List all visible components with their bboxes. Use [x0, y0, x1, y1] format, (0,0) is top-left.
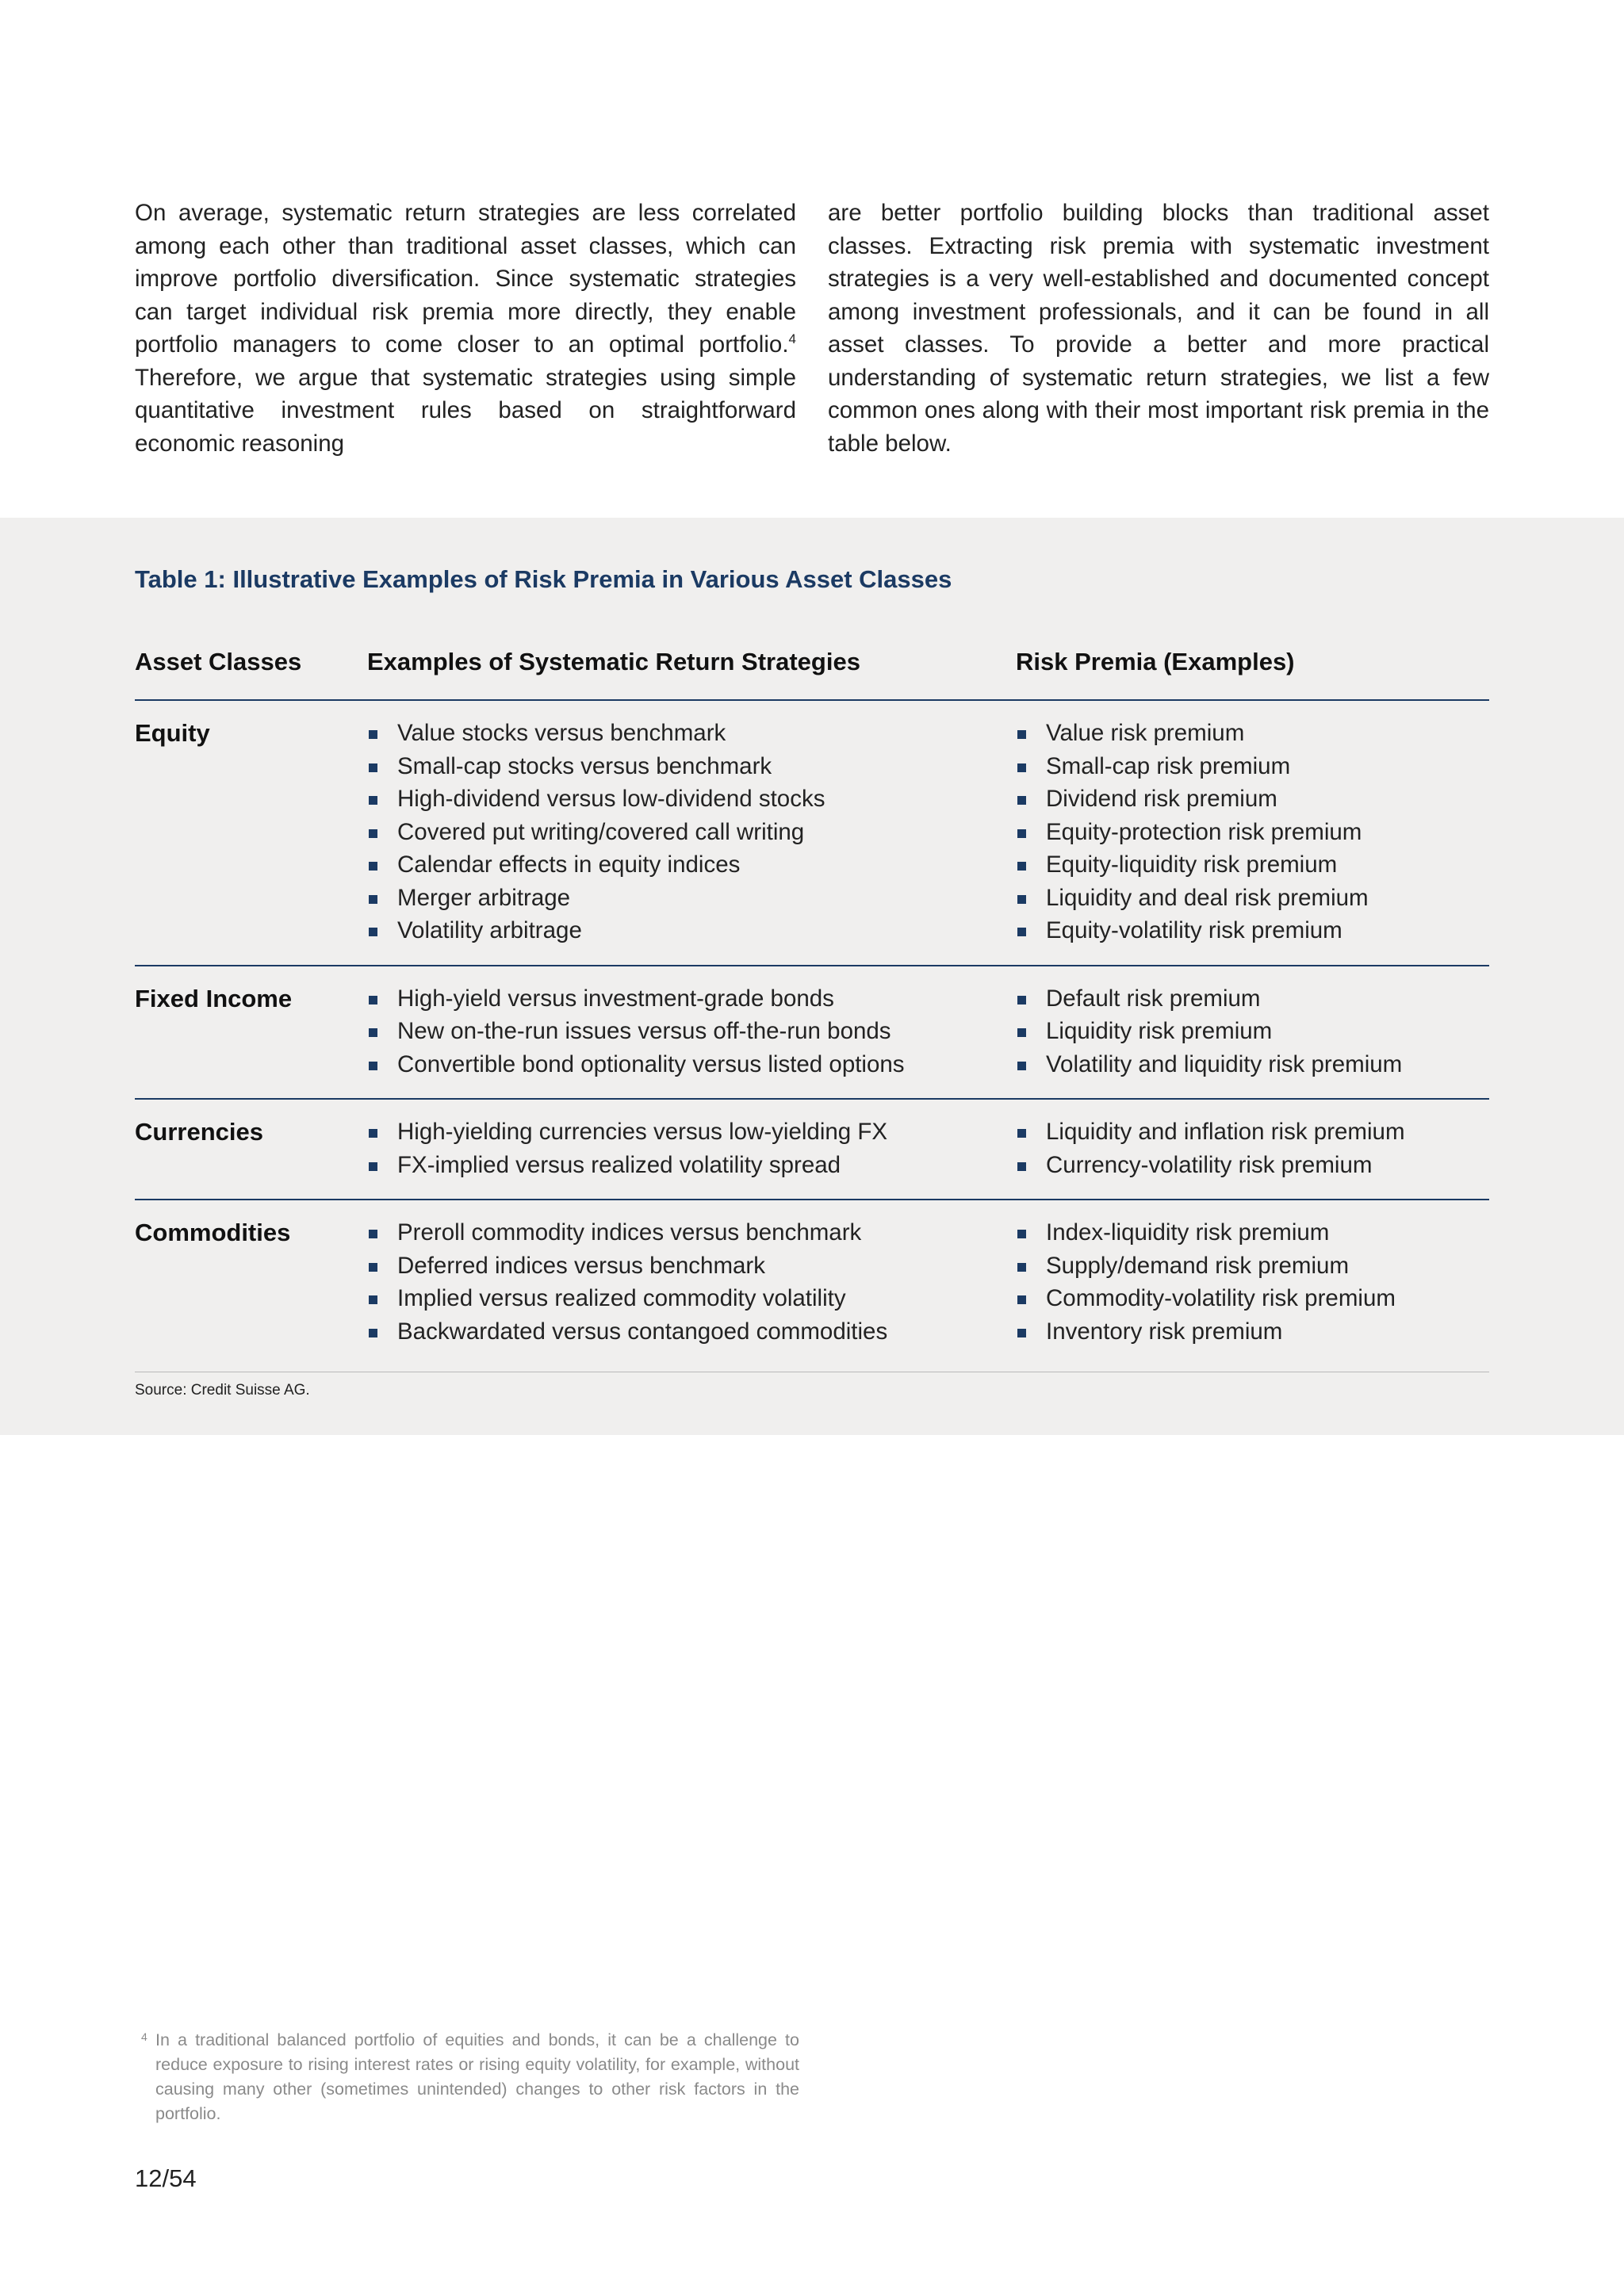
- square-bullet-icon: [369, 1129, 377, 1138]
- premium-item: [1016, 1015, 1489, 1048]
- square-bullet-icon: [1017, 730, 1026, 739]
- strategy-item-text: Small-cap stocks versus benchmark: [397, 752, 772, 779]
- premium-item-text: Equity-protection risk premium: [1046, 818, 1362, 845]
- premium-item: [1016, 1149, 1489, 1182]
- header-strategies: Examples of Systematic Return Strategies: [367, 648, 860, 675]
- premium-item: [1016, 1048, 1489, 1081]
- strategy-item-text: High-yield versus investment-grade bonds: [397, 985, 834, 1012]
- strategy-item-text: High-yielding currencies versus low-yielding FX: [397, 1119, 888, 1145]
- page-number: 12/54: [135, 2164, 197, 2192]
- premia-list: [1016, 717, 1489, 947]
- premium-item-text: Small-cap risk premium: [1046, 752, 1291, 779]
- asset-class-label: Fixed Income: [135, 984, 293, 1012]
- strategy-item-text: Deferred indices versus benchmark: [397, 1252, 766, 1279]
- strategy-item-text: Backwardated versus contangoed commodities: [397, 1318, 888, 1345]
- square-bullet-icon: [369, 928, 377, 936]
- square-bullet-icon: [369, 763, 377, 772]
- square-bullet-icon: [369, 730, 377, 739]
- asset-class-label: Equity: [135, 719, 210, 747]
- asset-class-label: Commodities: [135, 1219, 291, 1246]
- table-title: Table 1: Illustrative Examples of Risk Premia in Various Asset Classes: [135, 565, 952, 593]
- strategy-item: [367, 1249, 1016, 1283]
- strategy-list: [367, 1115, 1016, 1181]
- premia-list-cell: [1016, 982, 1489, 1081]
- strategy-list: [367, 1216, 1016, 1348]
- square-bullet-icon: [1017, 763, 1026, 772]
- table-body: [135, 701, 1489, 1372]
- footnote-reference[interactable]: 4: [788, 331, 796, 347]
- strategy-item-text: Preroll commodity indices versus benchmark: [397, 1219, 862, 1246]
- strategy-item: [367, 816, 1016, 849]
- strategy-list-cell: [367, 1216, 1016, 1348]
- premium-item-text: Value risk premium: [1046, 720, 1245, 746]
- strategy-item: [367, 1149, 1016, 1182]
- header-asset-classes: Asset Classes: [135, 648, 302, 675]
- premium-item: [1016, 1315, 1489, 1349]
- strategy-item: [367, 914, 1016, 947]
- strategy-item: [367, 1115, 1016, 1149]
- strategy-item: [367, 1216, 1016, 1249]
- strategy-item-text: Volatility arbitrage: [397, 917, 582, 943]
- square-bullet-icon: [1017, 928, 1026, 936]
- premium-item-text: Supply/demand risk premium: [1046, 1252, 1350, 1279]
- square-bullet-icon: [1017, 1028, 1026, 1037]
- intro-text: [135, 197, 1489, 460]
- premium-item: [1016, 914, 1489, 947]
- asset-class-label: Currencies: [135, 1118, 263, 1146]
- premium-item-text: Inventory risk premium: [1046, 1318, 1283, 1345]
- premium-item: [1016, 882, 1489, 915]
- strategy-item-text: Value stocks versus benchmark: [397, 720, 726, 746]
- premium-item-text: Currency-volatility risk premium: [1046, 1151, 1373, 1178]
- square-bullet-icon: [1017, 862, 1026, 871]
- strategy-item: [367, 1015, 1016, 1048]
- strategy-item-text: Covered put writing/covered call writing: [397, 818, 805, 845]
- square-bullet-icon: [1017, 1062, 1026, 1070]
- table-row: [135, 1100, 1489, 1200]
- strategy-item: [367, 982, 1016, 1016]
- header-risk-premia: Risk Premia (Examples): [1016, 648, 1295, 675]
- table-panel: [0, 518, 1624, 1435]
- strategy-list-cell: [367, 1115, 1016, 1181]
- premium-item-text: Equity-liquidity risk premium: [1046, 851, 1338, 878]
- premium-item: [1016, 1115, 1489, 1149]
- premium-item: [1016, 1282, 1489, 1315]
- premium-item: [1016, 717, 1489, 750]
- square-bullet-icon: [1017, 1295, 1026, 1304]
- intro-left-text-2: Therefore, we argue that systematic strategies using simple quantitative investment rules based on straightforward economic reasoning: [135, 364, 796, 457]
- strategy-item: [367, 717, 1016, 750]
- intro-column-right: are better portfolio building blocks than traditional asset classes. Extracting risk premia with systematic investment strategies is a very well-established and documented concept among investment professionals, and it can be found in all asset classes. To provide a better and more practical understanding of systematic return strategies, we list a few common ones along with their most important risk premia in the table below.: [828, 200, 1489, 457]
- premium-item-text: Volatility and liquidity risk premium: [1046, 1050, 1403, 1077]
- strategy-item-text: Implied versus realized commodity volatility: [397, 1285, 846, 1311]
- square-bullet-icon: [369, 1230, 377, 1238]
- strategy-list-cell: [367, 717, 1016, 947]
- strategy-item-text: New on-the-run issues versus off-the-run bonds: [397, 1018, 891, 1044]
- square-bullet-icon: [369, 1263, 377, 1272]
- footnote-mark: 4: [141, 2030, 147, 2043]
- premia-list: [1016, 1115, 1489, 1181]
- premium-item-text: Liquidity and inflation risk premium: [1046, 1119, 1405, 1145]
- square-bullet-icon: [1017, 1162, 1026, 1171]
- premium-item-text: Default risk premium: [1046, 985, 1261, 1012]
- square-bullet-icon: [369, 1295, 377, 1304]
- square-bullet-icon: [369, 895, 377, 904]
- intro-left-text-1: On average, systematic return strategies are less correlated among each other than traditional asset classes, which can improve portfolio diversification. Since systematic strategies can target individual risk premia more directly, they enable portfolio managers to come closer to an optimal portfolio.: [135, 200, 796, 358]
- strategy-item: [367, 882, 1016, 915]
- premia-list: [1016, 982, 1489, 1081]
- table-row: [135, 1200, 1489, 1372]
- table-row: [135, 966, 1489, 1100]
- strategy-item-text: High-dividend versus low-dividend stocks: [397, 786, 825, 812]
- strategy-item-text: Convertible bond optionality versus listed options: [397, 1050, 905, 1077]
- strategy-item: [367, 1048, 1016, 1081]
- premium-item: [1016, 750, 1489, 783]
- premia-list: [1016, 1216, 1489, 1348]
- strategy-item: [367, 848, 1016, 882]
- table-header-row: [135, 642, 1489, 701]
- square-bullet-icon: [369, 1062, 377, 1070]
- square-bullet-icon: [369, 1162, 377, 1171]
- square-bullet-icon: [369, 862, 377, 871]
- square-bullet-icon: [369, 1028, 377, 1037]
- premium-item-text: Commodity-volatility risk premium: [1046, 1285, 1396, 1311]
- premium-item-text: Liquidity and deal risk premium: [1046, 884, 1369, 911]
- premium-item: [1016, 982, 1489, 1016]
- premium-item: [1016, 848, 1489, 882]
- strategy-item: [367, 1282, 1016, 1315]
- footnote-text: In a traditional balanced portfolio of equities and bonds, it can be a challenge to reduce exposure to rising interest rates or rising equity volatility, for example, without causing many other (sometimes unintended) changes to other risk factors in the portfolio.: [155, 2030, 799, 2123]
- premia-list-cell: [1016, 1216, 1489, 1348]
- premium-item-text: Dividend risk premium: [1046, 786, 1277, 812]
- square-bullet-icon: [1017, 1329, 1026, 1337]
- square-bullet-icon: [1017, 1263, 1026, 1272]
- table-row: [135, 701, 1489, 966]
- square-bullet-icon: [1017, 895, 1026, 904]
- strategy-item-text: FX-implied versus realized volatility spread: [397, 1151, 841, 1178]
- strategy-list-cell: [367, 982, 1016, 1081]
- premium-item: [1016, 816, 1489, 849]
- premia-list-cell: [1016, 717, 1489, 947]
- strategy-item-text: Calendar effects in equity indices: [397, 851, 741, 878]
- premium-item: [1016, 1249, 1489, 1283]
- square-bullet-icon: [1017, 829, 1026, 838]
- square-bullet-icon: [369, 796, 377, 805]
- square-bullet-icon: [369, 1329, 377, 1337]
- square-bullet-icon: [1017, 1230, 1026, 1238]
- square-bullet-icon: [1017, 1129, 1026, 1138]
- strategy-item: [367, 1315, 1016, 1349]
- premia-list-cell: [1016, 1115, 1489, 1181]
- premium-item-text: Equity-volatility risk premium: [1046, 917, 1342, 943]
- strategy-item: [367, 750, 1016, 783]
- premium-item-text: Liquidity risk premium: [1046, 1018, 1273, 1044]
- risk-premia-table: [135, 560, 1489, 1402]
- intro-column-left: [135, 197, 796, 460]
- square-bullet-icon: [1017, 796, 1026, 805]
- strategy-item-text: Merger arbitrage: [397, 884, 571, 911]
- strategy-list: [367, 717, 1016, 947]
- square-bullet-icon: [369, 996, 377, 1004]
- table-source: Source: Credit Suisse AG.: [135, 1382, 310, 1399]
- premium-item: [1016, 1216, 1489, 1249]
- premium-item: [1016, 783, 1489, 816]
- square-bullet-icon: [1017, 996, 1026, 1004]
- square-bullet-icon: [369, 829, 377, 838]
- strategy-list: [367, 982, 1016, 1081]
- premium-item-text: Index-liquidity risk premium: [1046, 1219, 1330, 1246]
- footnote: [141, 2028, 799, 2126]
- strategy-item: [367, 783, 1016, 816]
